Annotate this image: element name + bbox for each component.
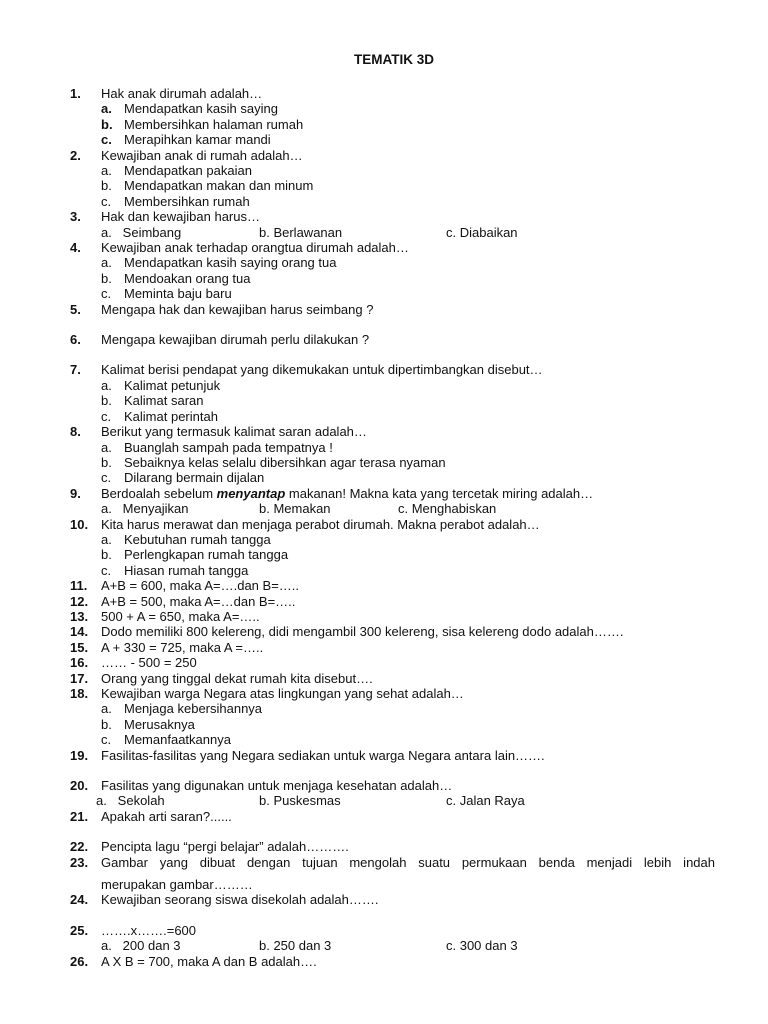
option-letter: a. (101, 101, 112, 117)
question-number: 26. (70, 953, 89, 969)
question-text: …… - 500 = 250 (101, 655, 197, 671)
option-text: Mendapatkan kasih saying orang tua (124, 255, 337, 271)
option-text: Buanglah sampah pada tempatnya ! (124, 439, 333, 455)
question-15 (70, 640, 715, 655)
question-text: …….x…….=600 (101, 922, 197, 938)
question-text: Mengapa kewajiban dirumah perlu dilakukan ? (101, 332, 370, 348)
question-number: 2. (70, 147, 81, 163)
spacer (70, 347, 715, 362)
question-text: A+B = 600, maka A=….dan B=….. (101, 578, 300, 594)
option-text: Membersihkan halaman rumah (124, 116, 304, 132)
question-18-options (70, 701, 715, 747)
question-text-start: Berdoalah sebelum (101, 485, 217, 501)
option-a: a. Seimbang (101, 224, 182, 240)
question-text: Pencipta lagu “pergi belajar” adalah………. (101, 839, 349, 855)
question-number: 19. (70, 747, 89, 763)
option-letter: b. (101, 454, 112, 470)
option-b (70, 547, 715, 562)
question-text: Kita harus merawat dan menjaga perabot dirumah. Makna perabot adalah… (101, 516, 540, 532)
option-letter: c. (101, 193, 112, 209)
option-c: c. 300 dan 3 (446, 938, 518, 954)
question-text: Hak dan kewajiban harus… (101, 209, 260, 225)
question-text: Kewajiban warga Negara atas lingkungan yang sehat adalah… (101, 686, 464, 701)
question-8 (70, 424, 715, 439)
question-text: A+B = 500, maka A=…dan B=….. (101, 593, 296, 609)
option-text: Membersihkan rumah (124, 193, 250, 209)
question-number: 6. (70, 332, 81, 348)
question-11 (70, 578, 715, 593)
option-c: c. Menghabiskan (398, 501, 497, 517)
option-letter: b. (101, 270, 112, 286)
question-20 (70, 778, 715, 793)
option-a (70, 532, 715, 547)
question-1 (70, 86, 715, 101)
question-19 (70, 748, 715, 763)
question-number: 16. (70, 655, 89, 671)
question-number: 17. (70, 670, 89, 686)
question-text-continued: merupakan gambar……… (101, 877, 253, 893)
question-21 (70, 809, 715, 824)
question-number: 22. (70, 839, 89, 855)
option-a (70, 163, 715, 178)
question-number: 25. (70, 922, 89, 938)
question-number: 7. (70, 362, 81, 378)
question-text: Kewajiban anak terhadap orangtua dirumah adalah… (101, 240, 409, 256)
question-5 (70, 302, 715, 317)
spacer (70, 317, 715, 332)
option-text: Sebaiknya kelas selalu dibersihkan agar terasa nyaman (124, 454, 446, 470)
question-number: 4. (70, 240, 81, 256)
option-text: Merusaknya (124, 716, 195, 732)
option-a (70, 378, 715, 393)
question-number: 10. (70, 516, 89, 532)
question-24 (70, 892, 715, 907)
option-c (70, 470, 715, 485)
option-letter: b. (101, 547, 112, 563)
option-b (70, 178, 715, 193)
question-text: A + 330 = 725, maka A =….. (101, 639, 264, 655)
option-a: a. Sekolah (96, 793, 165, 809)
option-a: a. Menyajikan (101, 501, 189, 517)
option-c: c. Jalan Raya (446, 793, 525, 809)
option-letter: c. (101, 732, 112, 748)
option-text: Hiasan rumah tangga (124, 562, 249, 578)
option-text: Mendapatkan makan dan minum (124, 178, 314, 194)
question-text: Kalimat berisi pendapat yang dikemukakan untuk dipertimbangkan disebut… (101, 362, 543, 378)
option-c (70, 563, 715, 578)
question-8-options (70, 440, 715, 486)
question-4 (70, 240, 715, 255)
option-letter: c. (101, 286, 112, 302)
question-25 (70, 923, 715, 938)
question-7-options (70, 378, 715, 424)
question-23 (70, 855, 715, 893)
question-10 (70, 517, 715, 532)
question-7 (70, 362, 715, 377)
question-text: Fasilitas-fasilitas yang Negara sediakan untuk warga Negara antara lain……. (101, 747, 545, 763)
option-letter: b. (101, 716, 112, 732)
question-number: 3. (70, 209, 81, 225)
option-text: Menjaga kebersihannya (124, 701, 263, 717)
question-10-options (70, 532, 715, 578)
question-number: 1. (70, 86, 81, 101)
option-text: Kalimat saran (124, 393, 204, 409)
document-title: TEMATIK 3D (354, 52, 434, 67)
question-12 (70, 594, 715, 609)
spacer (70, 763, 715, 778)
option-a (70, 255, 715, 270)
question-2-options (70, 163, 715, 209)
option-c (70, 132, 715, 147)
question-number: 11. (70, 578, 88, 594)
question-number: 14. (70, 624, 89, 640)
question-22 (70, 839, 715, 854)
question-number: 24. (70, 892, 89, 908)
question-text: Kewajiban anak di rumah adalah… (101, 147, 303, 163)
option-letter: b. (101, 116, 113, 132)
option-b (70, 117, 715, 132)
question-number: 13. (70, 608, 89, 624)
question-2 (70, 148, 715, 163)
option-b (70, 717, 715, 732)
option-text: Mendapatkan pakaian (124, 163, 252, 179)
question-number: 9. (70, 485, 81, 501)
question-16 (70, 655, 715, 670)
option-letter: a. (101, 701, 112, 717)
question-18 (70, 686, 715, 701)
option-letter: a. (101, 377, 112, 393)
question-text: Apakah arti saran?...... (101, 808, 232, 824)
option-b (70, 393, 715, 408)
spacer (70, 908, 715, 923)
option-letter: b. (101, 178, 112, 194)
option-b (70, 455, 715, 470)
option-c (70, 409, 715, 424)
option-letter: c. (101, 562, 112, 578)
question-1-options (70, 101, 715, 147)
question-number: 18. (70, 686, 89, 701)
italic-keyword: menyantap (216, 485, 286, 501)
option-letter: a. (101, 163, 112, 179)
question-4-options (70, 255, 715, 301)
option-letter: c. (101, 132, 112, 148)
question-number: 23. (70, 854, 89, 870)
question-text: Berikut yang termasuk kalimat saran adalah… (101, 424, 367, 440)
option-b: b. Berlawanan (259, 224, 343, 240)
question-13 (70, 609, 715, 624)
option-text: Kalimat perintah (124, 408, 218, 424)
option-text: Merapihkan kamar mandi (124, 132, 271, 148)
option-b: b. Memakan (259, 501, 331, 517)
option-a (70, 440, 715, 455)
option-letter: c. (101, 408, 112, 424)
option-letter: c. (101, 470, 112, 486)
option-text: Mendoakan orang tua (124, 270, 251, 286)
option-a (70, 701, 715, 716)
question-text: Orang yang tinggal dekat rumah kita disebut…. (101, 670, 373, 686)
question-text: Fasilitas yang digunakan untuk menjaga kesehatan adalah… (101, 778, 453, 794)
option-c (70, 194, 715, 209)
option-b: b. Puskesmas (259, 793, 341, 809)
option-a (70, 101, 715, 116)
question-text: Kewajiban seorang siswa disekolah adalah……. (101, 892, 379, 908)
option-letter: b. (101, 393, 112, 409)
question-number: 5. (70, 301, 81, 317)
option-text: Mendapatkan kasih saying (124, 101, 278, 117)
question-list (70, 86, 715, 969)
option-text: Kalimat petunjuk (124, 377, 221, 393)
option-c (70, 286, 715, 301)
question-25-options (70, 938, 715, 953)
option-letter: a. (101, 439, 112, 455)
option-text: Dilarang bermain dijalan (124, 470, 265, 486)
option-a: a. 200 dan 3 (101, 938, 181, 954)
option-text: Kebutuhan rumah tangga (124, 531, 271, 547)
question-text: Hak anak dirumah adalah… (101, 86, 263, 101)
question-text: 500 + A = 650, maka A=….. (101, 608, 260, 624)
question-number: 12. (70, 593, 89, 609)
question-20-options (70, 793, 715, 808)
question-3-options (70, 225, 715, 240)
question-9 (70, 486, 715, 501)
option-c: c. Diabaikan (446, 224, 518, 240)
question-9-options (70, 501, 715, 516)
question-6 (70, 332, 715, 347)
question-number: 21. (70, 808, 89, 824)
option-letter: a. (101, 255, 112, 271)
option-text: Perlengkapan rumah tangga (124, 547, 289, 563)
option-b: b. 250 dan 3 (259, 938, 332, 954)
question-text-end: makanan! Makna kata yang tercetak miring adalah… (285, 485, 594, 501)
option-b (70, 271, 715, 286)
question-17 (70, 671, 715, 686)
question-14 (70, 624, 715, 639)
option-c (70, 732, 715, 747)
question-26 (70, 954, 715, 969)
question-text: Gambar yang dibuat dengan tujuan mengolah suatu permukaan benda menjadi lebih indah (101, 854, 715, 870)
question-text: A X B = 700, maka A dan B adalah…. (101, 953, 317, 969)
question-number: 15. (70, 639, 89, 655)
option-letter: a. (101, 531, 112, 547)
question-3 (70, 209, 715, 224)
option-text: Meminta baju baru (124, 286, 232, 302)
option-text: Memanfaatkannya (124, 732, 231, 748)
question-text: Mengapa hak dan kewajiban harus seimbang ? (101, 301, 374, 317)
question-text: Dodo memiliki 800 kelereng, didi mengambil 300 kelereng, sisa kelereng dodo adalah……. (101, 624, 624, 640)
spacer (70, 824, 715, 839)
question-number: 20. (70, 778, 89, 794)
question-number: 8. (70, 424, 81, 440)
